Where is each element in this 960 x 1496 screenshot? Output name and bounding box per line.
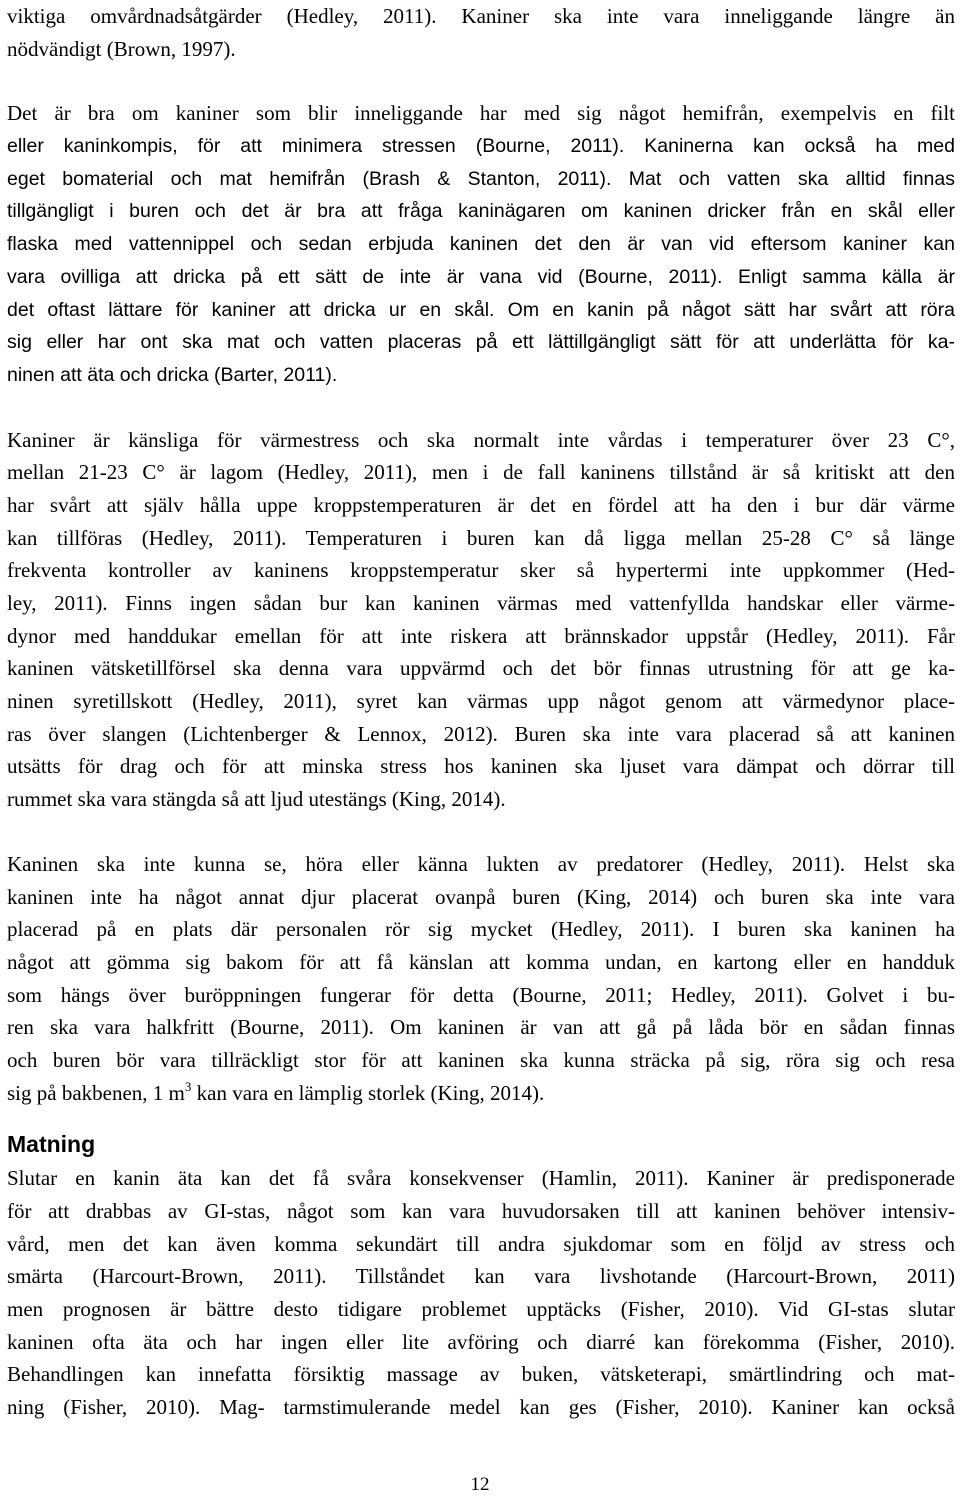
text-line: vara ovilliga att dricka på ett sätt de inte är vana vid (Bourne, 2011). Enligt samma källa är	[7, 265, 955, 288]
text-line: nödvändigt (Brown, 1997).	[7, 36, 236, 61]
paragraph-4	[7, 848, 955, 1110]
text-line	[7, 1077, 955, 1110]
text-line: placerad på en plats där personalen rör sig mycket (Hedley, 2011). I buren ska kaninen ha	[7, 917, 955, 942]
text-line: flaska med vattennippel och sedan erbjuda kaninen det den är van vid eftersom kaniner kan	[7, 233, 955, 256]
text-line: har svårt att själv hålla uppe kroppstemperaturen är det en fördel att ha den i bur där värme	[7, 492, 955, 517]
text-line: ren ska vara halkfritt (Bourne, 2011). Om kaninen är van att gå på låda bör en sådan finnas	[7, 1015, 955, 1040]
text-line: kaninen vätsketillförsel ska denna vara uppvärmd och det bör finnas utrustning för att ge ka-	[7, 656, 955, 681]
text-line: något att gömma sig bakom för att få känslan att komma undan, en kartong eller en handduk	[7, 949, 955, 974]
text-line: och buren bör vara tillräckligt stor för att kaninen ska kunna sträcka på sig, röra sig och resa	[7, 1047, 955, 1072]
paragraph-1	[7, 0, 955, 65]
text-fragment: sig på bakbenen, 1 m	[7, 1080, 185, 1105]
text-line: eller kaninkompis, för att minimera stressen (Bourne, 2011). Kaninerna kan också ha med	[7, 135, 955, 158]
text-line: kaninen inte ha något annat djur placerat ovanpå buren (King, 2014) och buren ska inte vara	[7, 884, 955, 909]
text-line: utsätts för drag och för att minska stress hos kaninen ska ljuset vara dämpat och dörrar till	[7, 754, 955, 779]
text-line: frekventa kontroller av kaninens kroppstemperatur sker så hypertermi inte uppkommer (Hed-	[7, 558, 955, 583]
document-page	[7, 0, 955, 1424]
text-line: tillgängligt i buren och det är bra att fråga kaninägaren om kaninen dricker från en skål eller	[7, 200, 955, 223]
text-line: rummet ska vara stängda så att ljud utestängs (King, 2014).	[7, 787, 506, 812]
text-line: Kaniner är känsliga för värmestress och ska normalt inte vårdas i temperaturer över 23 C°,	[7, 427, 955, 452]
text-line: viktiga omvårdnadsåtgärder (Hedley, 2011). Kaniner ska inte vara inneliggande längre än	[7, 4, 955, 28]
paragraph-3	[7, 424, 955, 816]
text-line: mellan 21-23 C° är lagom (Hedley, 2011), men i de fall kaninens tillstånd är så kritiskt att den	[7, 460, 955, 485]
text-line: ninen att äta och dricka (Barter, 2011).	[7, 363, 338, 386]
text-line: sig eller har ont ska mat och vatten placeras på ett lättillgängligt sätt för att underlätta för ka-	[7, 331, 955, 354]
superscript: 3	[184, 1078, 192, 1094]
text-line: ninen syretillskott (Hedley, 2011), syret kan värmas upp något genom att värmedynor place-	[7, 689, 955, 714]
text-line: smärta (Harcourt-Brown, 2011). Tillståndet kan vara livshotande (Harcourt-Brown, 2011)	[7, 1264, 955, 1289]
text-line: Behandlingen kan innefatta försiktig massage av buken, vätsketerapi, smärtlindring och mat-	[7, 1362, 955, 1387]
paragraph-5	[7, 1162, 955, 1424]
text-line: ras över slangen (Lichtenberger & Lennox, 2012). Buren ska inte vara placerad så att kaninen	[7, 721, 955, 746]
text-line: ning (Fisher, 2010). Mag- tarmstimulerande medel kan ges (Fisher, 2010). Kaniner kan också	[7, 1395, 955, 1420]
text-line: men prognosen är bättre desto tidigare problemet upptäcks (Fisher, 2010). Vid GI-stas slutar	[7, 1297, 955, 1322]
paragraph-2	[7, 97, 955, 391]
text-line: vård, men det kan även komma sekundärt till andra sjukdomar som en följd av stress och	[7, 1231, 955, 1256]
page-number: 12	[470, 1474, 490, 1495]
text-line: Kaninen ska inte kunna se, höra eller känna lukten av predatorer (Hedley, 2011). Helst ska	[7, 851, 955, 876]
text-line: det oftast lättare för kaniner att dricka ur en skål. Om en kanin på något sätt har svårt att röra	[7, 298, 955, 321]
section-heading: Matning	[7, 1131, 96, 1158]
text-line: kaninen ofta äta och har ingen eller lite avföring och diarré kan förekomma (Fisher, 2010).	[7, 1329, 955, 1354]
text-line: eget bomaterial och mat hemifrån (Brash & Stanton, 2011). Mat och vatten ska alltid finnas	[7, 167, 955, 190]
text-fragment: kan vara en lämplig storlek (King, 2014).	[191, 1080, 545, 1105]
text-line: Det är bra om kaniner som blir inneliggande har med sig något hemifrån, exempelvis en filt	[7, 101, 955, 126]
text-line: för att drabbas av GI-stas, något som kan vara huvudorsaken till att kaninen behöver intensiv-	[7, 1199, 955, 1223]
text-line: Slutar en kanin äta kan det få svåra konsekvenser (Hamlin, 2011). Kaniner är predisponerade	[7, 1166, 955, 1191]
text-line: ley, 2011). Finns ingen sådan bur kan kaninen värmas med vattenfyllda handskar eller värme-	[7, 591, 955, 615]
text-line: som hängs över buröppningen fungerar för detta (Bourne, 2011; Hedley, 2011). Golvet i bu-	[7, 982, 955, 1007]
text-line: dynor med handdukar emellan för att inte riskera att brännskador uppstår (Hedley, 2011). Får	[7, 623, 955, 648]
text-line: kan tillföras (Hedley, 2011). Temperaturen i buren kan då ligga mellan 25-28 C° så länge	[7, 525, 955, 550]
